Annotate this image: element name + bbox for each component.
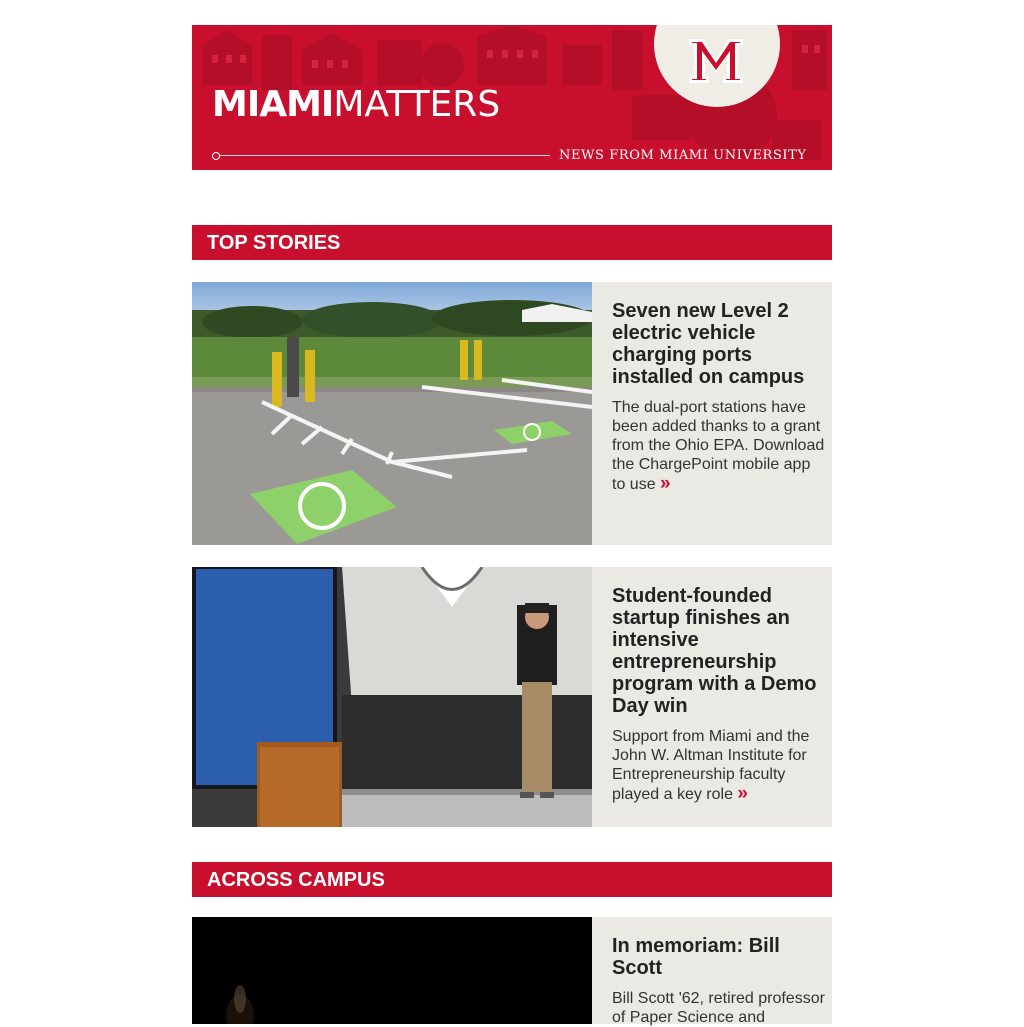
- header-banner[interactable]: [192, 25, 832, 170]
- read-more-chevron-icon[interactable]: »: [737, 783, 748, 804]
- wordmark-light: MATTERS: [333, 84, 501, 125]
- read-more-chevron-icon[interactable]: »: [660, 473, 671, 494]
- story-description: [612, 398, 827, 494]
- section-header-top-stories: [192, 225, 832, 260]
- section-header-across-campus: [192, 862, 832, 897]
- story-text: [612, 585, 827, 804]
- story-description: [612, 727, 827, 804]
- ev-charging-photo: [192, 282, 592, 545]
- story-title[interactable]: In memoriam: Bill Scott: [612, 935, 780, 979]
- story-title[interactable]: Seven new Level 2 electric vehicle charging ports installed on campus: [612, 300, 805, 388]
- story-card[interactable]: [192, 567, 832, 827]
- candle-photo: [192, 917, 592, 1024]
- miami-matters-wordmark: [212, 83, 500, 127]
- story-title[interactable]: Student-founded startup finishes an intensive entrepreneurship program with a Demo Day win: [612, 585, 817, 717]
- story-image[interactable]: [192, 917, 592, 1024]
- story-text: [612, 300, 827, 494]
- section-title: TOP STORIES: [207, 232, 341, 254]
- story-image[interactable]: [192, 282, 592, 545]
- story-card[interactable]: [192, 282, 832, 545]
- tagline: NEWS FROM MIAMI UNIVERSITY: [559, 148, 807, 163]
- tagline-dot: [212, 152, 220, 160]
- story-description: Bill Scott '62, retired professor of Paper Science and: [612, 990, 825, 1026]
- story-description-text: The dual-port stations have been added thanks to a grant from the Ohio EPA. Download the ChargePoint mobile app to use: [612, 399, 825, 493]
- section-title: ACROSS CAMPUS: [207, 869, 385, 891]
- story-text: [612, 935, 827, 1027]
- tagline-rule: [216, 155, 550, 156]
- story-image[interactable]: [192, 567, 592, 827]
- story-description-text: Support from Miami and the John W. Altman Institute for Entrepreneurship faculty played a key role: [612, 728, 810, 803]
- wordmark-bold: MIAMI: [212, 84, 334, 125]
- story-card[interactable]: [192, 917, 832, 1024]
- miami-m-logo[interactable]: [689, 39, 743, 83]
- demo-day-stage-photo: [192, 567, 592, 827]
